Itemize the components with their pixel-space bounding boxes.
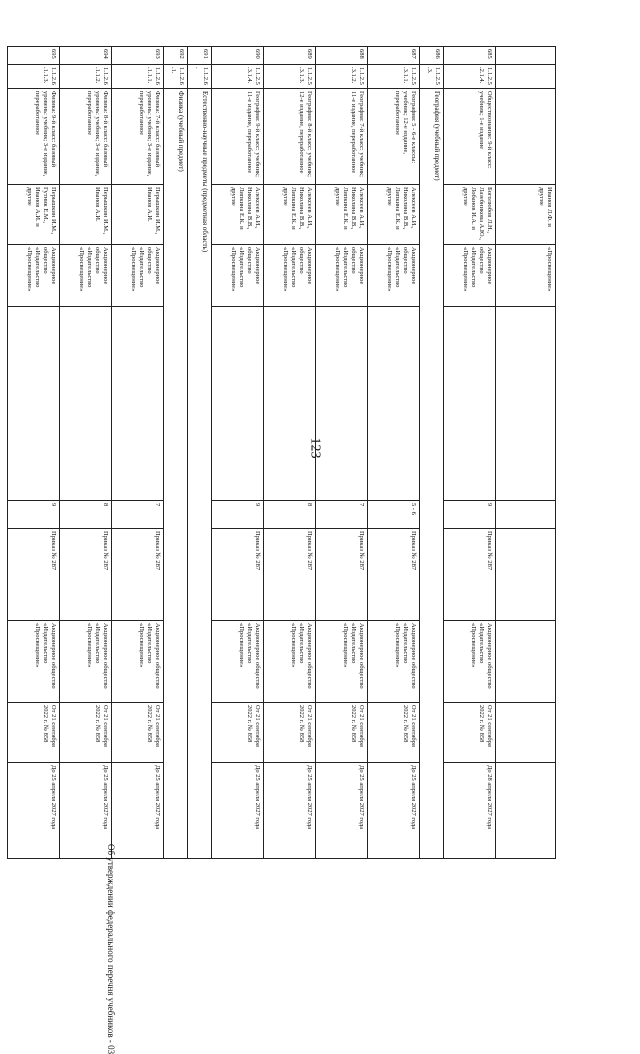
empty-cell: [212, 307, 264, 501]
title-cell: Физика: 7-й класс: базовый уровень: учебник; 3-е издание, переработанное: [112, 89, 164, 185]
order-cell: Приказ № 287: [8, 529, 60, 621]
publisher-cell: Акционерное общество «Издательство «Просвещение»: [368, 245, 420, 307]
valid-until-cell: До 28 апреля 2027 года: [444, 763, 496, 859]
authors-cell: Боголюбов Л.Н., Лазебникова А.Ю., Лобанов И.А. и другие: [444, 185, 496, 245]
section-row: [420, 47, 444, 859]
grade-cell: 7: [112, 501, 164, 529]
table-row: [8, 47, 60, 859]
valid-until-cell: До 25 апреля 2027 года: [264, 763, 316, 859]
table-row-continued: [496, 47, 556, 859]
valid-until-cell: До 25 апреля 2027 года: [112, 763, 164, 859]
title-cell: География: 9-й класс: учебник; 11-е издание, переработанное: [212, 89, 264, 185]
date-cell: От 21 сентября 2022 г. № 858: [60, 703, 112, 763]
date-cell: От 21 сентября 2022 г. № 858: [212, 703, 264, 763]
date-cell: От 21 сентября 2022 г. № 858: [444, 703, 496, 763]
code-cell: 1.1.2.6.1.1.1.: [112, 65, 164, 89]
row-number-cell: 695: [8, 47, 60, 65]
section-title-cell: География (учебный предмет): [420, 89, 444, 859]
section-title-cell: Физика (учебный предмет): [164, 89, 188, 859]
authors-cell: Перышкин И.М., Иванов А.И.: [60, 185, 112, 245]
order-cell: Приказ № 287: [212, 529, 264, 621]
valid-until-cell: До 25 апреля 2027 года: [368, 763, 420, 859]
code-cell: 1.1.2.5.3.1.1.: [368, 65, 420, 89]
table-row: [60, 47, 112, 859]
table-row: [316, 47, 368, 859]
row-number-cell: 689: [264, 47, 316, 65]
authors-cell: Алексеев А.И., Николина В.В., Липкина Е.К. и другие: [368, 185, 420, 245]
organization-cell: Акционерное общество «Издательство «Просвещение»: [444, 621, 496, 703]
row-number-cell: 693: [112, 47, 164, 65]
authors-cell: Алексеев А.И., Николина В.В., Липкина Е.К. и другие: [316, 185, 368, 245]
grade-cell: 5 - 6: [368, 501, 420, 529]
grade-cell: 8: [264, 501, 316, 529]
title-cell: Физика: 8-й класс: базовый уровень: учебник; 3-е издание, переработанное: [60, 89, 112, 185]
row-number-cell: 691: [188, 47, 212, 65]
empty-cell: [8, 307, 60, 501]
row-number-cell: 688: [316, 47, 368, 65]
publisher-cell: Акционерное общество «Издательство «Просвещение»: [444, 245, 496, 307]
organization-cell: Акционерное общество «Издательство «Просвещение»: [8, 621, 60, 703]
textbook-list-table: [26, 46, 556, 858]
title-cell: Физика: 9-й класс: базовый уровень: учебник; 3-е издание, переработанное: [8, 89, 60, 185]
code-cell: 1.1.2.5.3.1.2.: [316, 65, 368, 89]
table-row: [444, 47, 496, 859]
publisher-cell: Акционерное общество «Издательство «Просвещение»: [264, 245, 316, 307]
organization-cell: Акционерное общество «Издательство «Просвещение»: [212, 621, 264, 703]
date-cell: От 21 сентября 2022 г. № 858: [8, 703, 60, 763]
table: [7, 46, 556, 859]
title-cell: География: 7-й класс: учебник; 11-е издание, переработанное: [316, 89, 368, 185]
section-row: [188, 47, 212, 859]
code-cell: 1.1.2.5.2.1.4.: [444, 65, 496, 89]
page-number: 123: [307, 437, 323, 459]
publisher-cell: «Просвещение»: [496, 245, 556, 307]
code-cell: 1.1.2.6.: [188, 65, 212, 89]
row-number-cell: 687: [368, 47, 420, 65]
grade-cell: 9: [444, 501, 496, 529]
authors-cell: Алексеев А.И., Николина В.В., Липкина Е.К. и другие: [264, 185, 316, 245]
footer-note: Об утверждении федерального перечня учебников - 03: [106, 844, 116, 1054]
title-cell: География: 5 - 6-е классы: учебник; 12-е издание, переработанное: [368, 89, 420, 185]
publisher-cell: Акционерное общество «Издательство «Просвещение»: [316, 245, 368, 307]
row-number-cell: 686: [420, 47, 444, 65]
valid-until-cell: До 25 апреля 2027 года: [316, 763, 368, 859]
row-number-cell: 694: [60, 47, 112, 65]
code-cell: 1.1.2.5.3.: [420, 65, 444, 89]
date-cell: От 21 сентября 2022 г. № 858: [264, 703, 316, 763]
publisher-cell: Акционерное общество «Издательство «Просвещение»: [8, 245, 60, 307]
date-cell: От 21 сентября 2022 г. № 858: [368, 703, 420, 763]
order-cell: Приказ № 287: [368, 529, 420, 621]
organization-cell: Акционерное общество «Издательство «Просвещение»: [368, 621, 420, 703]
order-cell: Приказ № 287: [316, 529, 368, 621]
order-cell: Приказ № 287: [444, 529, 496, 621]
order-cell: Приказ № 287: [60, 529, 112, 621]
empty-cell: [316, 307, 368, 501]
table-row: [112, 47, 164, 859]
empty-cell: [60, 307, 112, 501]
code-cell: 1.1.2.5.3.1.4.: [212, 65, 264, 89]
empty-cell: [264, 307, 316, 501]
row-number-cell: 685: [444, 47, 496, 65]
organization-cell: Акционерное общество «Издательство «Просвещение»: [264, 621, 316, 703]
empty-cell: [368, 307, 420, 501]
organization-cell: Акционерное общество «Издательство «Просвещение»: [112, 621, 164, 703]
row-number-cell: 690: [212, 47, 264, 65]
publisher-cell: Акционерное общество «Издательство «Просвещение»: [60, 245, 112, 307]
date-cell: От 21 сентября 2022 г. № 858: [316, 703, 368, 763]
organization-cell: Акционерное общество «Издательство «Просвещение»: [60, 621, 112, 703]
title-cell: География: 8-й класс: учебник; 12-е издание, переработанное: [264, 89, 316, 185]
valid-until-cell: До 25 апреля 2027 года: [60, 763, 112, 859]
code-cell: 1.1.2.5.3.1.3.: [264, 65, 316, 89]
row-number-cell: 692: [164, 47, 188, 65]
table-row: [264, 47, 316, 859]
order-cell: Приказ № 287: [264, 529, 316, 621]
order-cell: Приказ № 287: [112, 529, 164, 621]
table-row: [368, 47, 420, 859]
empty-cell: [444, 307, 496, 501]
grade-cell: 7: [316, 501, 368, 529]
section-title-cell: Естественно-научные предметы (предметная область): [188, 89, 212, 859]
valid-until-cell: До 25 апреля 2027 года: [212, 763, 264, 859]
date-cell: От 21 сентября 2022 г. № 858: [112, 703, 164, 763]
code-cell: 1.1.2.6.1.: [164, 65, 188, 89]
grade-cell: 9: [8, 501, 60, 529]
authors-cell: Иванов Л.Ф. и другие: [496, 185, 556, 245]
authors-cell: Перышкин И.М., Гутник Е.М., Иванов А.И. и другие: [8, 185, 60, 245]
code-cell: 1.1.2.6.1.1.2.: [60, 65, 112, 89]
code-cell: 1.1.2.6.1.1.3.: [8, 65, 60, 89]
grade-cell: 8: [60, 501, 112, 529]
authors-cell: Алексеев А.И., Николина В.В., Липкина Е.К. и другие: [212, 185, 264, 245]
publisher-cell: Акционерное общество «Издательство «Просвещение»: [212, 245, 264, 307]
table-row: [212, 47, 264, 859]
title-cell: Обществознание: 9-й класс: учебник; 1-е издание: [444, 89, 496, 185]
organization-cell: Акционерное общество «Издательство «Просвещение»: [316, 621, 368, 703]
publisher-cell: Акционерное общество «Издательство «Просвещение»: [112, 245, 164, 307]
grade-cell: 9: [212, 501, 264, 529]
authors-cell: Перышкин И.М., Иванов А.И.: [112, 185, 164, 245]
valid-until-cell: До 25 апреля 2027 года: [8, 763, 60, 859]
empty-cell: [112, 307, 164, 501]
section-row: [164, 47, 188, 859]
